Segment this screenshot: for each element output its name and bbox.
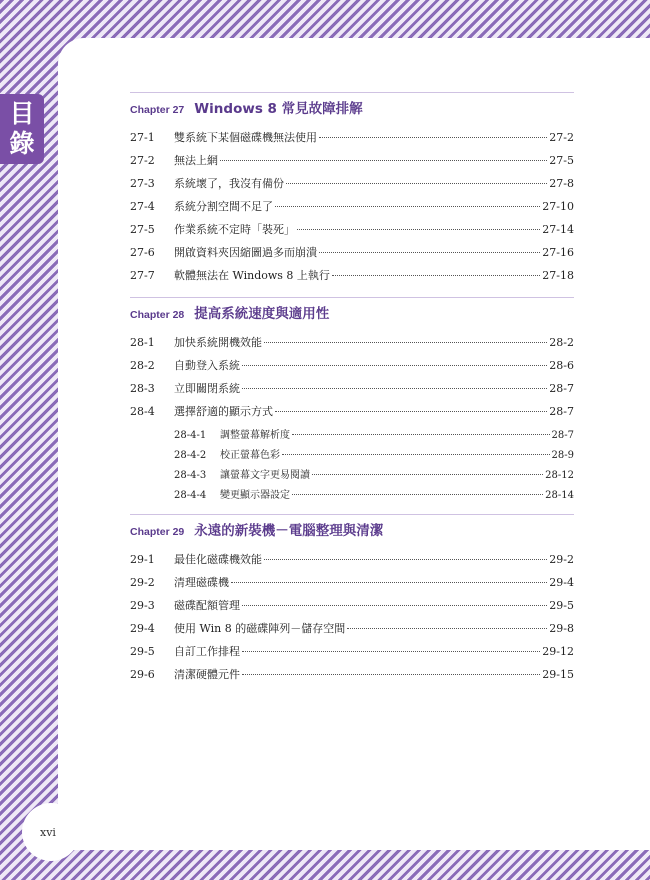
dot-leader [347,628,547,629]
dot-leader [231,582,547,583]
entry-page: 27-10 [542,200,574,213]
entry-title: 清潔硬體元件 [174,668,240,681]
toc-entry [130,198,574,221]
entry-number: 27-5 [130,223,155,236]
entry-number: 28-3 [130,382,155,395]
toc-entry [130,380,574,403]
entry-title: 無法上網 [174,154,218,167]
entry-number: 28-4 [130,405,155,418]
toc-entry [130,357,574,380]
toc-entry [130,403,574,426]
entry-page: 27-2 [549,131,574,144]
entry-number: 29-1 [130,553,155,566]
entry-number: 27-2 [130,154,155,167]
entry-page: 29-4 [549,576,574,589]
entry-title: 變更顯示器設定 [220,490,290,501]
dot-leader [297,229,540,230]
entry-number: 27-1 [130,131,155,144]
chapter-section [130,514,574,689]
dot-leader [220,160,547,161]
entry-number: 29-5 [130,645,155,658]
entry-number: 28-1 [130,336,155,349]
entry-number: 27-6 [130,246,155,259]
chapter-label: Chapter 29 [130,526,185,538]
toc-subentry [130,466,574,486]
dot-leader [264,342,547,343]
entry-page: 28-2 [549,336,574,349]
chapter-title: 永遠的新裝機－電腦整理與清潔 [194,523,384,539]
chapter-heading [130,297,574,324]
toc-tab [0,94,44,164]
dot-leader [286,183,547,184]
entry-title: 系統分割空間不足了 [174,200,273,213]
dot-leader [319,252,540,253]
toc-entry [130,129,574,152]
entry-number: 29-6 [130,668,155,681]
chapter-heading [130,514,574,541]
entry-number: 28-4-2 [174,450,207,461]
chapter-label: Chapter 28 [130,309,185,321]
entry-number: 29-4 [130,622,155,635]
entry-page: 29-15 [542,668,574,681]
entry-page: 28-14 [545,490,574,501]
dot-leader [275,411,547,412]
toc-subentry [130,486,574,506]
toc-entry [130,643,574,666]
entry-page: 28-12 [545,470,574,481]
chapter-title: Windows 8 常見故障排解 [194,101,363,117]
entry-number: 28-2 [130,359,155,372]
entry-title: 開啟資料夾因縮圖過多而崩潰 [174,246,317,259]
toc-entry [130,574,574,597]
entry-page: 27-8 [549,177,574,190]
entry-page: 28-7 [549,405,574,418]
entry-title: 作業系統不定時「裝死」 [174,223,295,236]
entry-title: 使用 Win 8 的磁碟陣列－儲存空間 [174,622,346,635]
page-number: xvi [40,826,56,839]
entry-page: 27-14 [542,223,574,236]
dot-leader [264,559,547,560]
toc-entry [130,221,574,244]
entry-title: 加快系統開機效能 [174,336,262,349]
entry-number: 27-7 [130,269,155,282]
toc-entry [130,244,574,267]
entry-page: 27-18 [542,269,574,282]
chapter-heading [130,92,574,119]
entry-title: 雙系統下某個磁碟機無法使用 [174,131,317,144]
entry-title: 清理磁碟機 [174,576,229,589]
chapter-label: Chapter 27 [130,104,185,116]
toc-entry [130,267,574,290]
entry-number: 28-4-1 [174,430,207,441]
entry-title: 調整螢幕解析度 [220,430,290,441]
entry-number: 27-4 [130,200,155,213]
entry-page: 28-6 [549,359,574,372]
entry-title: 系統壞了，我沒有備份 [174,177,284,190]
entry-title: 立即關閉系統 [174,382,240,395]
toc-entry [130,620,574,643]
toc-entry [130,152,574,175]
dot-leader [312,474,543,475]
entry-page: 29-12 [542,645,574,658]
toc-tab-char-2: 錄 [9,129,35,158]
dot-leader [319,137,547,138]
entry-page: 27-16 [542,246,574,259]
chapter-section [130,92,574,290]
toc-tab-char-1: 目 [9,99,35,128]
toc-entry [130,597,574,620]
toc-entry [130,175,574,198]
toc-subentry [130,426,574,446]
dot-leader [242,388,547,389]
dot-leader [242,605,547,606]
entry-number: 29-3 [130,599,155,612]
entry-title: 自動登入系統 [174,359,240,372]
entry-title: 校正螢幕色彩 [220,450,280,461]
entry-title: 磁碟配額管理 [174,599,240,612]
dot-leader [332,275,540,276]
entry-page: 28-7 [551,430,574,441]
toc-entry [130,334,574,357]
chapter-section [130,297,574,506]
entry-title: 軟體無法在 Windows 8 上執行 [174,269,330,282]
dot-leader [292,434,550,435]
entry-title: 最佳化磁碟機效能 [174,553,262,566]
entry-title: 選擇舒適的顯示方式 [174,405,273,418]
entry-page: 29-5 [549,599,574,612]
entry-title: 讓螢幕文字更易閱讀 [220,470,310,481]
entry-number: 28-4-4 [174,490,207,501]
toc-entry [130,551,574,574]
dot-leader [282,454,550,455]
entry-page: 28-9 [551,450,574,461]
entry-number: 27-3 [130,177,155,190]
dot-leader [275,206,540,207]
dot-leader [242,651,540,652]
dot-leader [242,365,547,366]
entry-page: 28-7 [549,382,574,395]
entry-number: 28-4-3 [174,470,207,481]
entry-page: 29-8 [549,622,574,635]
dot-leader [292,494,543,495]
entry-page: 27-5 [549,154,574,167]
entry-page: 29-2 [549,553,574,566]
toc-subentry [130,446,574,466]
toc-entry [130,666,574,689]
entry-title: 自訂工作排程 [174,645,240,658]
entry-number: 29-2 [130,576,155,589]
chapter-title: 提高系統速度與適用性 [194,306,330,322]
dot-leader [242,674,540,675]
